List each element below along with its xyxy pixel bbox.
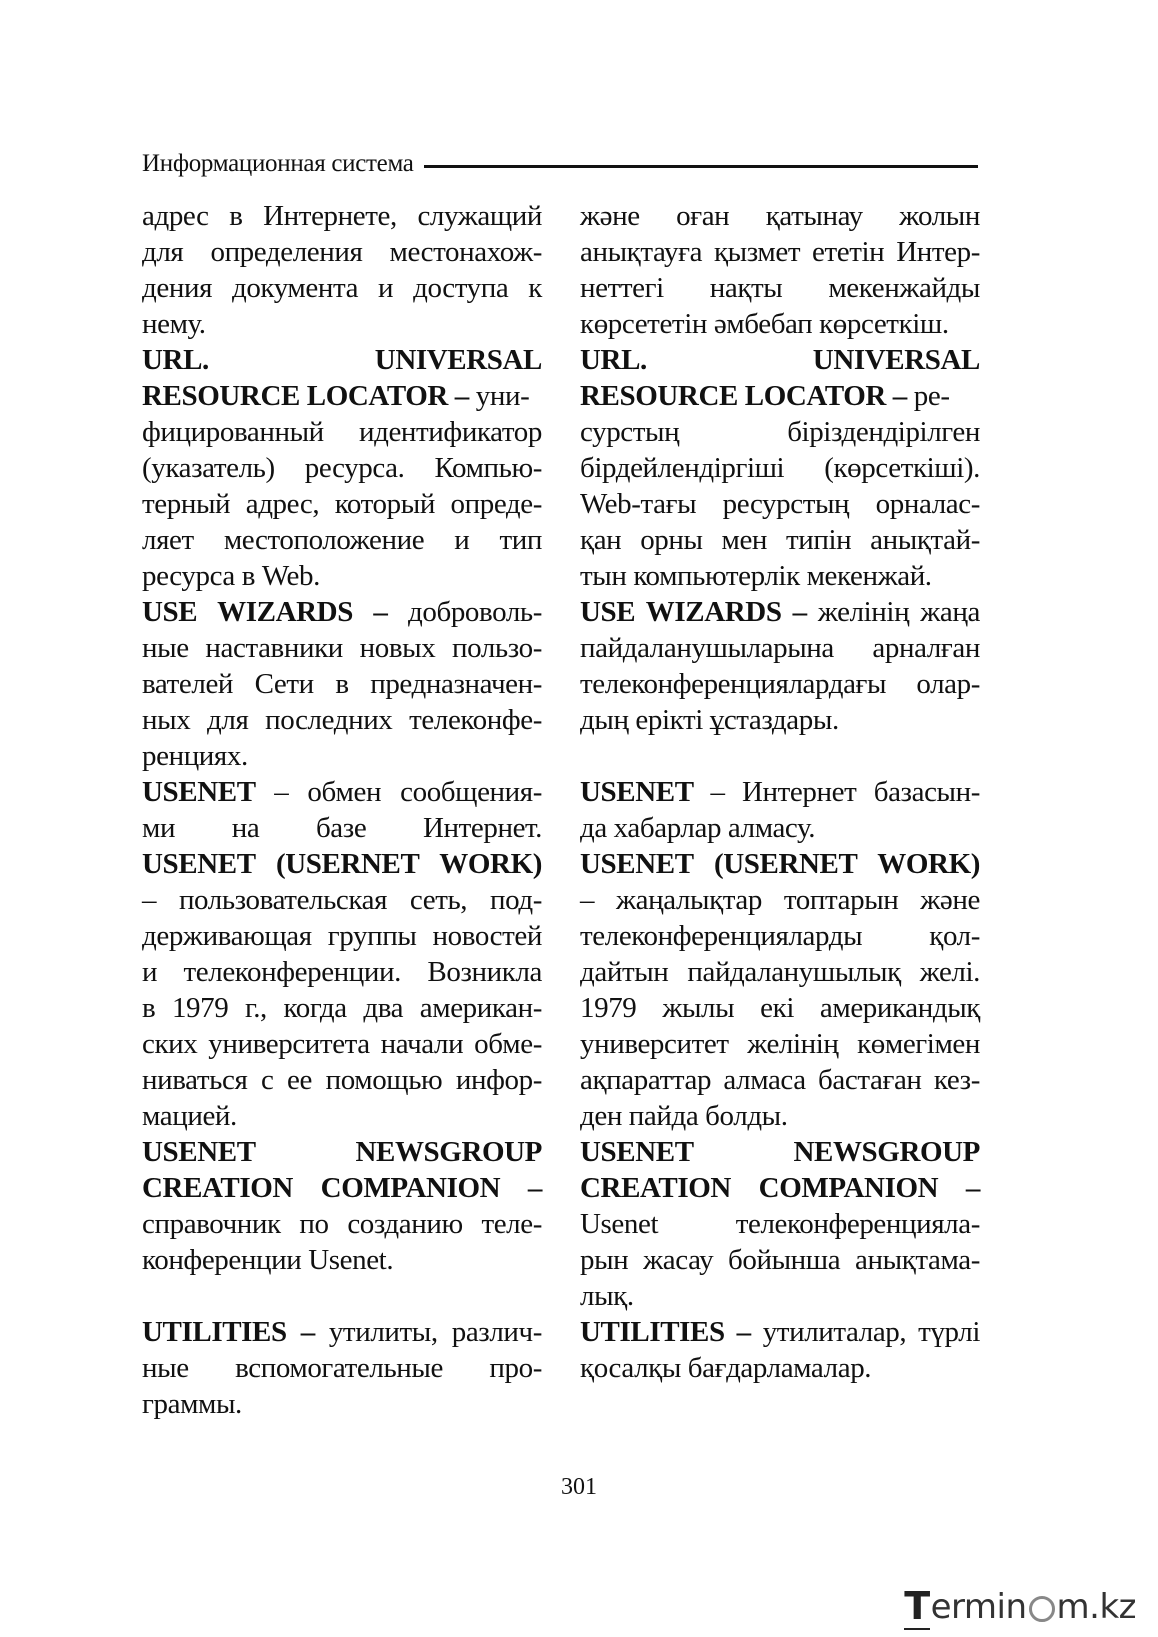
- watermark-text-prefix: ermin: [930, 1587, 1027, 1627]
- line-text: дың ерікті ұстаздары.: [580, 704, 839, 736]
- line-text: дайтын пайдаланушылық желі.: [580, 956, 980, 988]
- text-line: [580, 810, 980, 846]
- text-line: [580, 846, 980, 882]
- line-text: қан орны мен типін анықтай-: [580, 524, 980, 556]
- line-text: анықтауға қызмет ететін Интер-: [580, 236, 980, 268]
- line-text: утилиталар, түрлі: [762, 1316, 981, 1348]
- line-text: адрес в Интернете, служащий: [142, 200, 542, 232]
- text-line: [142, 666, 542, 702]
- text-line: [580, 378, 980, 414]
- line-text: қосалқы бағдарламалар.: [580, 1352, 872, 1384]
- running-header: [142, 146, 978, 182]
- running-header-title: Информационная система: [142, 150, 414, 177]
- line-text: граммы.: [142, 1388, 242, 1420]
- term-heading: RESOURCE LOCATOR –: [580, 380, 914, 412]
- line-text: ляет местоположение и тип: [142, 524, 542, 556]
- line-text: ре-: [913, 380, 950, 412]
- line-text: доброволь-: [408, 596, 542, 628]
- watermark-text-suffix: m.kz: [1056, 1587, 1136, 1627]
- line-text: конференции Usenet.: [142, 1244, 394, 1276]
- text-line: [580, 774, 980, 810]
- text-line: [142, 594, 542, 630]
- line-text: уни-: [475, 380, 530, 412]
- line-text: терный адрес, который опреде-: [142, 488, 542, 520]
- text-line: [142, 234, 542, 270]
- line-text: ми на базе Интернет.: [142, 812, 542, 844]
- text-line: [580, 990, 980, 1026]
- text-line: [142, 990, 542, 1026]
- text-line: [580, 882, 980, 918]
- text-line: [580, 450, 980, 486]
- text-line: [142, 738, 542, 774]
- line-text: Usenet телеконференцияла-: [580, 1208, 980, 1240]
- line-text: ресурса в Web.: [142, 560, 320, 592]
- line-text: ских университета начали обме-: [142, 1028, 542, 1060]
- line-text: ниваться с ее помощью инфор-: [142, 1064, 542, 1096]
- text-line: [142, 270, 542, 306]
- text-line: [580, 306, 980, 342]
- line-text: – жаңалықтар топтарын және: [580, 884, 980, 916]
- line-text: и телеконференции. Возникла: [142, 956, 542, 988]
- text-line: [580, 198, 980, 234]
- term-heading: USENET (USERNET WORK): [580, 848, 980, 880]
- text-line: [580, 1134, 980, 1170]
- text-line: [580, 1242, 980, 1278]
- text-line: [580, 522, 980, 558]
- text-line: [142, 1026, 542, 1062]
- term-heading: USENET NEWSGROUP: [142, 1136, 542, 1168]
- line-text: ренциях.: [142, 740, 248, 772]
- text-line: [142, 486, 542, 522]
- text-line: [142, 846, 542, 882]
- line-text: – обмен сообщения-: [274, 776, 542, 808]
- magnifier-icon: [1029, 1596, 1055, 1622]
- text-line: [580, 342, 980, 378]
- line-text: утилиты, различ-: [328, 1316, 542, 1348]
- line-text: ные наставники новых пользо-: [142, 632, 542, 664]
- text-line: [142, 630, 542, 666]
- term-heading: UTILITIES –: [580, 1316, 763, 1348]
- text-line: [580, 270, 980, 306]
- text-line: [580, 594, 980, 630]
- text-line: [580, 630, 980, 666]
- term-heading: CREATION COMPANION –: [142, 1172, 542, 1204]
- header-rule: [424, 165, 978, 168]
- term-heading: CREATION COMPANION –: [580, 1172, 980, 1204]
- text-line: [580, 414, 980, 450]
- text-line: [580, 234, 980, 270]
- text-line: [580, 918, 980, 954]
- line-text: ные вспомогательные про-: [142, 1352, 542, 1384]
- line-text: бірдейлендіргіші (көрсеткіші).: [580, 452, 980, 484]
- text-line: [142, 1134, 542, 1170]
- text-line: [580, 1278, 980, 1314]
- text-line: [142, 558, 542, 594]
- text-line: [142, 450, 542, 486]
- line-text: сурстың біріздендірілген: [580, 416, 980, 448]
- text-line: [142, 1062, 542, 1098]
- left-column-russian: [142, 198, 542, 1422]
- text-line: [580, 666, 980, 702]
- text-line: [142, 198, 542, 234]
- line-text: мацией.: [142, 1100, 237, 1132]
- term-heading: URL. UNIVERSAL: [580, 344, 980, 376]
- text-line: [580, 702, 980, 738]
- term-heading: USENET: [142, 776, 275, 808]
- text-line: [580, 954, 980, 990]
- line-text: ақпараттар алмаса бастаған кез-: [580, 1064, 980, 1096]
- text-line: [142, 1098, 542, 1134]
- text-line: [142, 882, 542, 918]
- text-line: [142, 1206, 542, 1242]
- line-text: неттегі нақты мекенжайды: [580, 272, 980, 304]
- line-text: держивающая группы новостей: [142, 920, 542, 952]
- line-text: в 1979 г., когда два американ-: [142, 992, 542, 1024]
- text-line: [580, 1098, 980, 1134]
- line-text: дения документа и доступа к: [142, 272, 542, 304]
- paragraph-gap: [580, 738, 980, 774]
- watermark-logo-t: T: [904, 1584, 930, 1628]
- line-text: ден пайда болды.: [580, 1100, 788, 1132]
- line-text: университет желінің көмегімен: [580, 1028, 980, 1060]
- line-text: Web-тағы ресурстың орналас-: [580, 488, 980, 520]
- terminkom-watermark[interactable]: [904, 1584, 1136, 1630]
- term-heading: USENET: [580, 776, 711, 808]
- text-line: [580, 1062, 980, 1098]
- term-heading: UTILITIES –: [142, 1316, 329, 1348]
- line-text: 1979 жылы екі американдық: [580, 992, 980, 1024]
- text-line: [580, 1170, 980, 1206]
- line-text: для определения местонахож-: [142, 236, 542, 268]
- text-line: [142, 522, 542, 558]
- text-line: [142, 954, 542, 990]
- text-line: [142, 810, 542, 846]
- line-text: көрсететін әмбебап көрсеткіш.: [580, 308, 949, 340]
- term-heading: USE WIZARDS –: [580, 596, 818, 628]
- line-text: (указатель) ресурса. Компью-: [142, 452, 542, 484]
- text-line: [142, 702, 542, 738]
- term-heading: USENET (USERNET WORK): [142, 848, 542, 880]
- right-column-kazakh: [580, 198, 980, 1386]
- text-line: [142, 378, 542, 414]
- text-line: [580, 558, 980, 594]
- text-line: [142, 1314, 542, 1350]
- text-line: [142, 306, 542, 342]
- text-line: [142, 1170, 542, 1206]
- text-line: [142, 918, 542, 954]
- line-text: фицированный идентификатор: [142, 416, 542, 448]
- line-text: тын компьютерлік мекенжай.: [580, 560, 932, 592]
- line-text: – пользовательская сеть, под-: [142, 884, 542, 916]
- line-text: да хабарлар алмасу.: [580, 812, 816, 844]
- line-text: справочник по созданию теле-: [142, 1208, 542, 1240]
- line-text: вателей Сети в предназначен-: [142, 668, 542, 700]
- line-text: телеконференциялардағы олар-: [580, 668, 980, 700]
- text-line: [580, 1314, 980, 1350]
- line-text: желінің жаңа: [817, 596, 980, 628]
- text-line: [580, 1350, 980, 1386]
- term-heading: URL. UNIVERSAL: [142, 344, 542, 376]
- page-number: 301: [561, 1474, 597, 1500]
- text-line: [580, 486, 980, 522]
- line-text: рын жасау бойынша анықтама-: [580, 1244, 980, 1276]
- text-line: [580, 1026, 980, 1062]
- text-line: [142, 1350, 542, 1386]
- line-text: – Интернет базасын-: [710, 776, 980, 808]
- term-heading: USE WIZARDS –: [142, 596, 409, 628]
- line-text: пайдаланушыларына арналған: [580, 632, 980, 664]
- text-line: [142, 1386, 542, 1422]
- text-line: [142, 1242, 542, 1278]
- line-text: нему.: [142, 308, 206, 340]
- text-line: [142, 774, 542, 810]
- text-line: [142, 342, 542, 378]
- paragraph-gap: [142, 1278, 542, 1314]
- line-text: телеконференцияларды қол-: [580, 920, 980, 952]
- term-heading: USENET NEWSGROUP: [580, 1136, 980, 1168]
- text-line: [142, 414, 542, 450]
- term-heading: RESOURCE LOCATOR –: [142, 380, 476, 412]
- line-text: лық.: [580, 1280, 634, 1312]
- line-text: және оған қатынау жолын: [580, 200, 980, 232]
- text-line: [580, 1206, 980, 1242]
- line-text: ных для последних телеконфе-: [142, 704, 542, 736]
